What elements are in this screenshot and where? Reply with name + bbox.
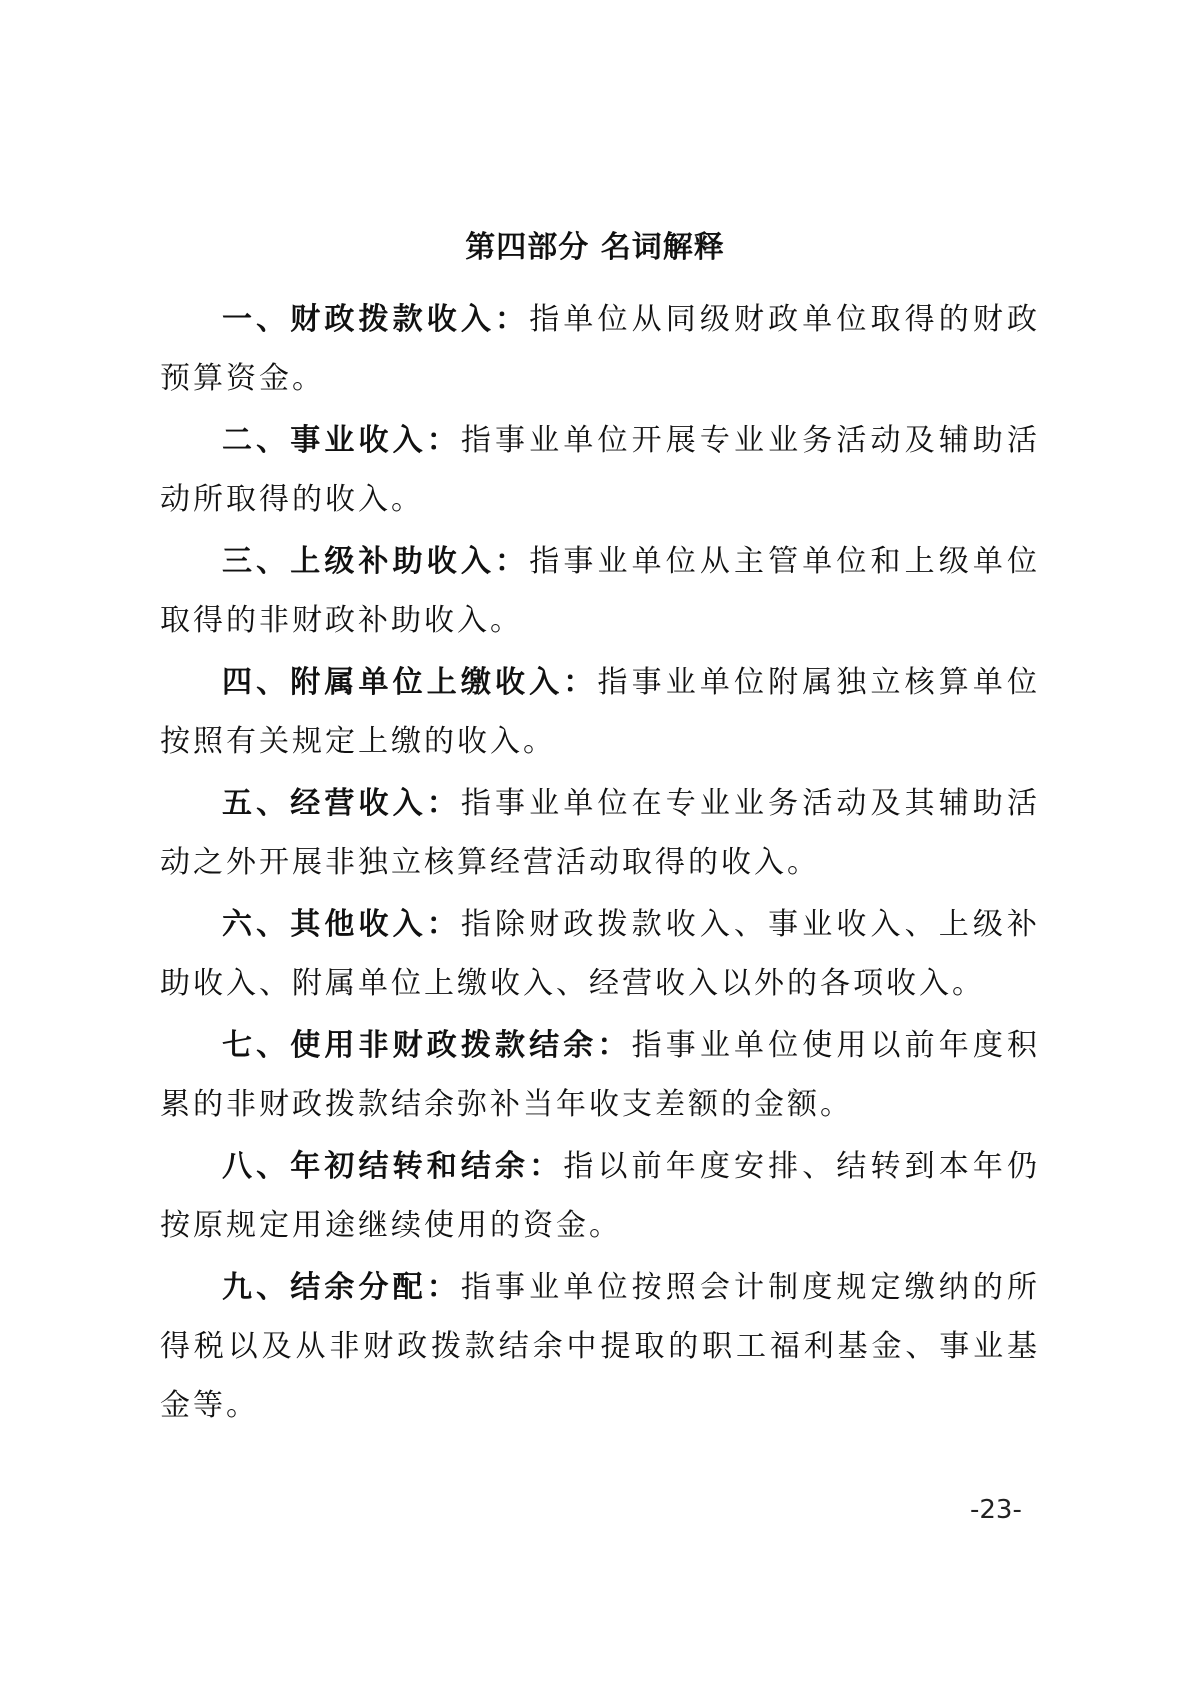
definition-entry-7 xyxy=(160,1016,1040,1134)
definition-entry-2 xyxy=(160,411,1040,529)
definition-text: 指事业单位开展专业业务活动及辅助活动所取得的收入。 xyxy=(160,423,1041,517)
definition-term: 九、结余分配： xyxy=(222,1270,461,1305)
definition-text: 指事业单位在专业业务活动及其辅助活动之外开展非独立核算经营活动取得的收入。 xyxy=(160,786,1041,880)
definition-term: 三、上级补助收入： xyxy=(222,544,530,579)
definition-term: 二、事业收入： xyxy=(222,423,461,458)
definition-text: 指事业单位从主管单位和上级单位取得的非财政补助收入。 xyxy=(160,544,1041,638)
definition-term: 八、年初结转和结余： xyxy=(222,1149,564,1184)
definition-text: 指除财政拨款收入、事业收入、上级补助收入、附属单位上缴收入、经营收入以外的各项收入。 xyxy=(160,907,1041,1001)
definition-entry-4 xyxy=(160,653,1040,771)
definition-entry-6 xyxy=(160,895,1040,1013)
definition-text: 指事业单位使用以前年度积累的非财政拨款结余弥补当年收支差额的金额。 xyxy=(160,1028,1041,1122)
definition-text: 指单位从同级财政单位取得的财政预算资金。 xyxy=(160,302,1041,396)
definition-entry-8 xyxy=(160,1137,1040,1255)
definitions-list xyxy=(160,290,1040,1438)
definition-entry-5 xyxy=(160,774,1040,892)
definition-entry-9 xyxy=(160,1258,1040,1435)
definition-term: 五、经营收入： xyxy=(222,786,461,821)
definition-entry-3 xyxy=(160,532,1040,650)
page-title: 第四部分 名词解释 xyxy=(465,230,725,265)
page-number: -23- xyxy=(970,1495,1022,1525)
definition-entry-1 xyxy=(160,290,1040,408)
definition-text: 指以前年度安排、结转到本年仍按原规定用途继续使用的资金。 xyxy=(160,1149,1041,1243)
definition-text: 指事业单位附属独立核算单位按照有关规定上缴的收入。 xyxy=(160,665,1041,759)
definition-text: 指事业单位按照会计制度规定缴纳的所得税以及从非财政拨款结余中提取的职工福利基金、事业基金等。 xyxy=(160,1270,1041,1423)
definition-term: 四、附属单位上缴收入： xyxy=(222,665,598,700)
definition-term: 一、财政拨款收入： xyxy=(222,302,530,337)
definition-term: 六、其他收入： xyxy=(222,907,461,942)
definition-term: 七、使用非财政拨款结余： xyxy=(222,1028,632,1063)
